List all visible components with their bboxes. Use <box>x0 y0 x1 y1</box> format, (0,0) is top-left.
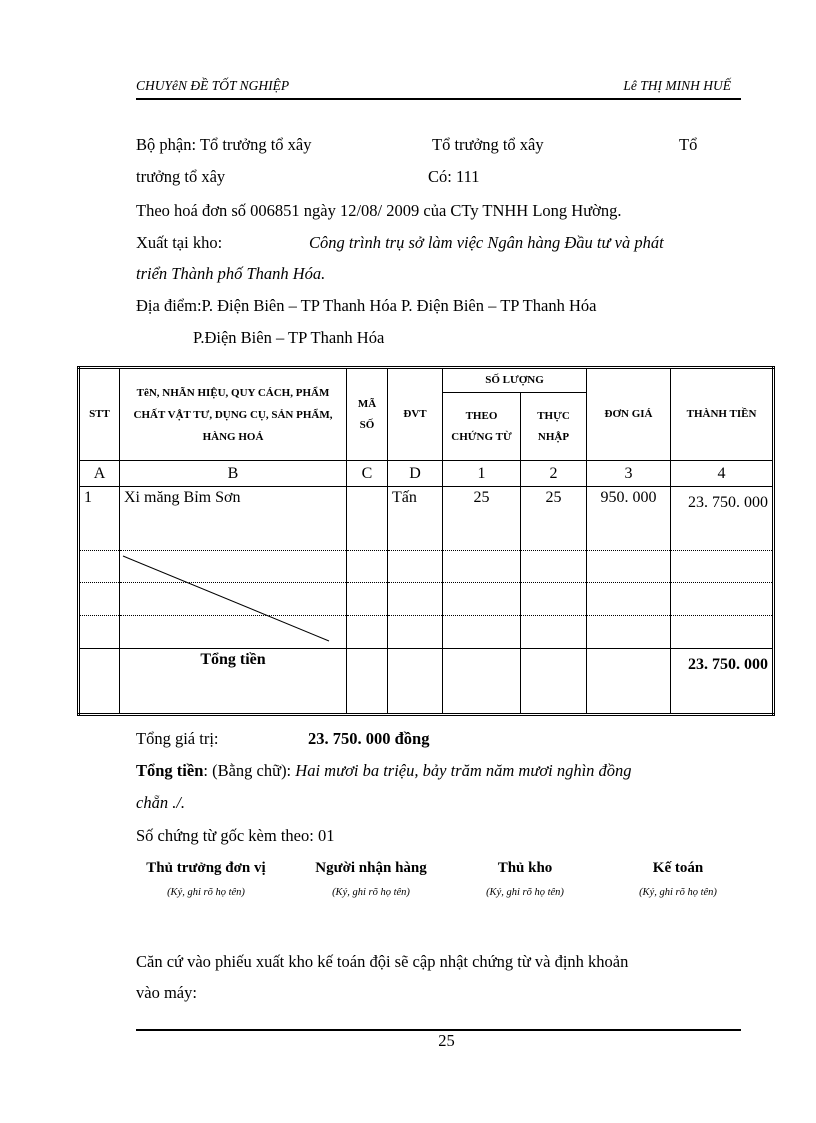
voucher-table <box>77 366 772 718</box>
col-letter-2: 2 <box>521 461 587 487</box>
header-qty-actual: THỰC NHẬP <box>521 393 587 461</box>
header-unit: ĐVT <box>388 368 443 461</box>
header-author: Lê THỊ MINH HUẾ <box>623 78 731 93</box>
total-label: Tổng tiền <box>120 649 347 715</box>
signature-title: Người nhận hàng <box>315 860 427 876</box>
signature-title: Thủ kho <box>497 860 553 876</box>
row-amount: 23. 750. 000 <box>671 487 774 551</box>
empty-row <box>79 616 774 649</box>
dept-line1-right: Tổ <box>679 135 698 154</box>
col-letter-1: 1 <box>443 461 521 487</box>
closing-line2: vào máy: <box>136 983 197 1002</box>
credit-account: Có: 111 <box>428 167 480 186</box>
warehouse-label: Xuất tại kho: <box>136 233 223 252</box>
amount-in-words <box>136 761 632 781</box>
signature-block <box>598 860 758 898</box>
empty-row <box>79 583 774 616</box>
signature-title: Thủ trưởng đơn vị <box>146 860 266 876</box>
header-rule <box>136 98 741 100</box>
col-letter-4: 4 <box>671 461 774 487</box>
location-line2: P.Điện Biên – TP Thanh Hóa <box>193 328 385 347</box>
row-name: Xi măng Bỉm Sơn <box>120 487 347 551</box>
header-stt: STT <box>79 368 120 461</box>
header-qty-doc: THEO CHỨNG TỪ <box>443 393 521 461</box>
row-qty-doc: 25 <box>443 487 521 551</box>
row-code <box>347 487 388 551</box>
total-value-label: Tổng giá trị: <box>136 729 219 748</box>
row-qty-actual: 25 <box>521 487 587 551</box>
header-amount: THÀNH TIỀN <box>671 368 774 461</box>
page-number: 25 <box>438 1031 455 1050</box>
total-amount: 23. 750. 000 <box>671 649 774 715</box>
empty-row <box>79 551 774 583</box>
total-value: 23. 750. 000 đồng <box>308 729 430 748</box>
warehouse-value-cont: triển Thành phố Thanh Hóa. <box>136 264 326 283</box>
signature-block <box>126 860 286 898</box>
col-letter-3: 3 <box>587 461 671 487</box>
header-title: CHUYêN ĐỀ TỐT NGHIỆP <box>136 78 290 93</box>
location-line1: Địa điểm:P. Điện Biên – TP Thanh Hóa P. Điện Biên – TP Thanh Hóa <box>136 296 597 315</box>
row-price: 950. 000 <box>587 487 671 551</box>
words-value: Hai mươi ba triệu, bảy trăm năm mươi nghìn đồng <box>295 761 632 780</box>
col-letter-d: D <box>388 461 443 487</box>
col-letter-c: C <box>347 461 388 487</box>
invoice-line: Theo hoá đơn số 006851 ngày 12/08/ 2009 của CTy TNHH Long Hường. <box>136 201 622 220</box>
signature-block <box>445 860 605 898</box>
table-row <box>79 487 774 551</box>
col-letter-b: B <box>120 461 347 487</box>
signature-sub: (Ký, ghi rõ họ tên) <box>167 887 245 898</box>
signature-sub: (Ký, ghi rõ họ tên) <box>332 887 410 898</box>
header-qty-group: SỐ LƯỢNG <box>443 368 587 393</box>
header-price: ĐƠN GIÁ <box>587 368 671 461</box>
words-label: Tổng tiền <box>136 761 204 780</box>
header-name: TêN, NHÃN HIỆU, QUY CÁCH, PHẨM CHẤT VẬT TƯ, DỤNG CỤ, SẢN PHẨM, HÀNG HOÁ <box>120 368 347 461</box>
dept-line2: trưởng tổ xây <box>136 167 226 186</box>
signature-block <box>291 860 451 898</box>
col-letter-a: A <box>79 461 120 487</box>
closing-paragraph <box>136 946 741 1008</box>
dept-line1: Bộ phận: Tổ trưởng tổ xây <box>136 135 312 154</box>
header-code: MÃ SỐ <box>347 368 388 461</box>
row-stt: 1 <box>79 487 120 551</box>
words-value-cont: chẵn ./. <box>136 793 186 812</box>
closing-line1: Căn cứ vào phiếu xuất kho kế toán đội sẽ cập nhật chứng từ và định khoản <box>136 952 629 971</box>
signature-sub: (Ký, ghi rõ họ tên) <box>486 887 564 898</box>
dept-line1-mid: Tổ trưởng tổ xây <box>432 135 544 154</box>
total-row <box>79 649 774 715</box>
attached-documents: Số chứng từ gốc kèm theo: 01 <box>136 826 335 845</box>
signature-title: Kế toán <box>652 860 704 876</box>
warehouse-value: Công trình trụ sở làm việc Ngân hàng Đầu tư và phát <box>309 233 664 252</box>
row-unit: Tấn <box>388 487 443 551</box>
words-mid: : (Bằng chữ): <box>203 761 296 780</box>
signature-sub: (Ký, ghi rõ họ tên) <box>639 887 717 898</box>
